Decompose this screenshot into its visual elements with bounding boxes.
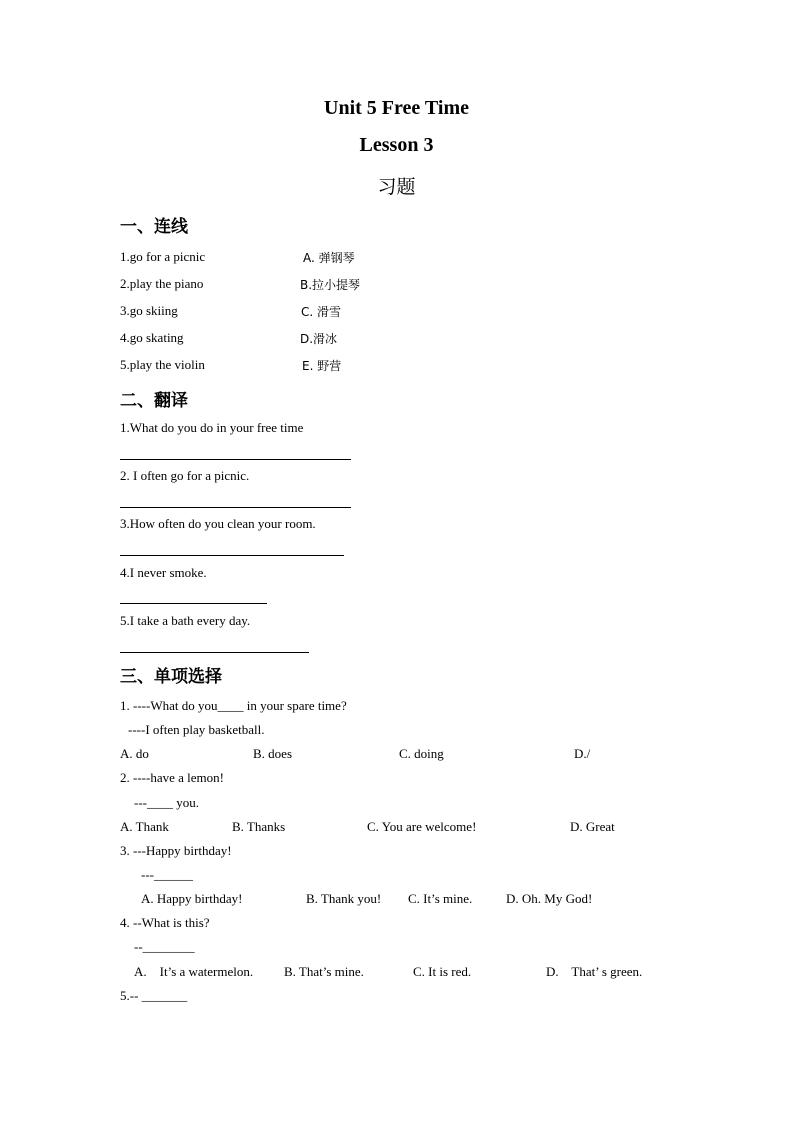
translation-item: 3.How often do you clean your room. [120, 516, 316, 531]
option-d: D. Great [570, 819, 615, 834]
question-response: --________ [134, 939, 195, 954]
question-prompt: 2. ----have a lemon! [120, 770, 224, 785]
translation-item: 5.I take a bath every day. [120, 613, 251, 628]
answer-line [120, 507, 351, 508]
match-left-item: 5.play the violin [120, 357, 205, 372]
option-a: A. Thank [120, 819, 169, 834]
match-right-item: D.滑冰 [300, 332, 338, 346]
translation-item: 1.What do you do in your free time [120, 420, 304, 435]
lesson-title: Lesson 3 [359, 134, 434, 156]
option-a: A. Happy birthday! [141, 891, 243, 906]
option-c: C. It’s mine. [408, 891, 473, 906]
answer-line [120, 555, 344, 556]
match-right-item: A. 弹钢琴 [303, 251, 355, 265]
question-prompt: 3. ---Happy birthday! [120, 843, 232, 858]
translation-item: 2. I often go for a picnic. [120, 468, 250, 483]
section-heading-translation: 二、翻译 [120, 391, 188, 411]
option-b: B. does [253, 746, 292, 761]
option-b: B. Thanks [232, 819, 286, 834]
match-right-item: C. 滑雪 [301, 305, 342, 319]
match-left-item: 1.go for a picnic [120, 249, 206, 264]
answer-line [120, 459, 351, 460]
section-heading-choice: 三、单项选择 [120, 667, 222, 687]
question-response: ---____ you. [134, 795, 199, 810]
match-right-item: B.拉小提琴 [300, 278, 361, 292]
answer-line [120, 603, 267, 604]
option-d: D. That’ s green. [546, 964, 643, 979]
question-response: ----I often play basketball. [128, 722, 265, 737]
question-prompt: 4. --What is this? [120, 915, 210, 930]
page-subtitle: 习题 [377, 176, 416, 198]
match-left-item: 2.play the piano [120, 276, 204, 291]
option-b: B. That’s mine. [284, 964, 364, 979]
question-prompt: 1. ----What do you____ in your spare time? [120, 698, 347, 713]
option-a: A. do [120, 746, 149, 761]
answer-line [120, 652, 309, 653]
option-d: D./ [574, 746, 591, 761]
translation-item: 4.I never smoke. [120, 565, 207, 580]
option-b: B. Thank you! [306, 891, 382, 906]
option-d: D. Oh. My God! [506, 891, 593, 906]
question-response: ---______ [141, 867, 193, 882]
option-c: C. doing [399, 746, 444, 761]
option-a: A. It’s a watermelon. [134, 964, 254, 979]
question-prompt: 5.-- _______ [120, 988, 188, 1003]
section-heading-matching: 一、连线 [120, 217, 188, 237]
match-left-item: 4.go skating [120, 330, 184, 345]
option-c: C. You are welcome! [367, 819, 477, 834]
page-title: Unit 5 Free Time [324, 97, 469, 119]
match-left-item: 3.go skiing [120, 303, 178, 318]
option-c: C. It is red. [413, 964, 472, 979]
match-right-item: E. 野营 [302, 359, 342, 373]
